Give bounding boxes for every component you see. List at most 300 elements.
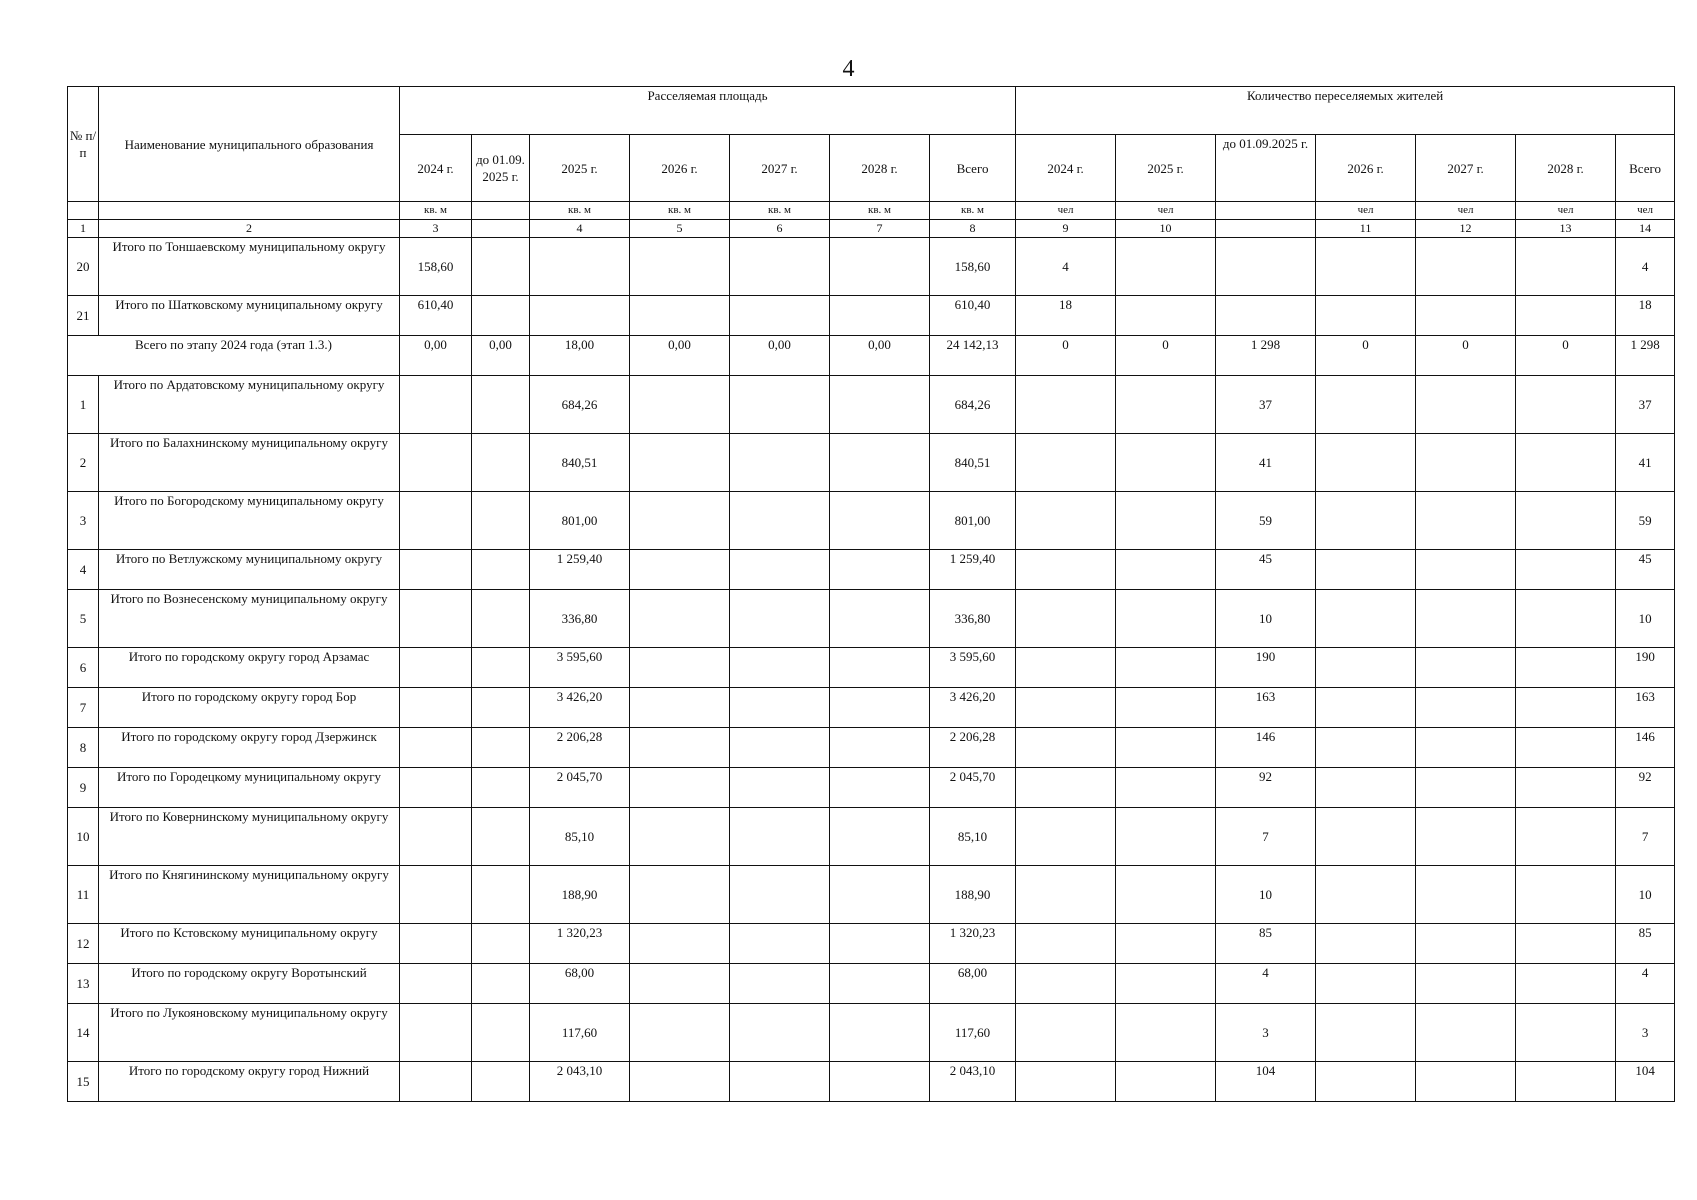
value-cell [830,296,930,336]
header-year-cell: 2026 г. [1316,135,1416,202]
value-cell [1016,924,1116,964]
value-cell [1016,688,1116,728]
value-cell: 10 [1616,866,1675,924]
value-cell [1316,866,1416,924]
table-row [68,866,1675,924]
total-value-cell: 0 [1316,336,1416,376]
value-cell [1516,590,1616,648]
value-cell [1116,1004,1216,1062]
header-year-cell: Всего [1616,135,1675,202]
value-cell: 68,00 [930,964,1016,1004]
header-year-cell: 2027 г. [730,135,830,202]
table-row [68,434,1675,492]
value-cell [400,964,472,1004]
value-cell: 163 [1216,688,1316,728]
value-cell: 801,00 [530,492,630,550]
value-cell [1316,296,1416,336]
value-cell [1416,492,1516,550]
row-name: Итого по Ардатовскому муниципальному округу [99,376,400,434]
value-cell [630,1004,730,1062]
unit-cell [472,202,530,220]
value-cell [472,866,530,924]
value-cell [400,728,472,768]
value-cell: 3 [1216,1004,1316,1062]
value-cell: 41 [1616,434,1675,492]
table-row [68,550,1675,590]
value-cell: 45 [1216,550,1316,590]
value-cell: 85,10 [930,808,1016,866]
value-cell: 158,60 [930,238,1016,296]
value-cell [1216,296,1316,336]
value-cell [630,648,730,688]
value-cell: 92 [1616,768,1675,808]
value-cell: 4 [1216,964,1316,1004]
row-number: 7 [68,688,99,728]
value-cell [1316,688,1416,728]
value-cell [472,376,530,434]
value-cell [1116,808,1216,866]
header-year-cell: 2025 г. [530,135,630,202]
total-value-cell: 0,00 [830,336,930,376]
row-number: 3 [68,492,99,550]
value-cell [830,590,930,648]
value-cell [1416,924,1516,964]
value-cell [1016,590,1116,648]
value-cell: 41 [1216,434,1316,492]
row-name: Итого по Ветлужскому муниципальному округу [99,550,400,590]
column-number-cell: 8 [930,220,1016,238]
value-cell [1516,808,1616,866]
value-cell [730,590,830,648]
column-number-cell: 3 [400,220,472,238]
value-cell [1516,550,1616,590]
row-name: Итого по городскому округу город Бор [99,688,400,728]
table-row [68,1004,1675,1062]
value-cell [1116,492,1216,550]
value-cell [472,964,530,1004]
total-value-cell: 0,00 [730,336,830,376]
value-cell [1516,434,1616,492]
value-cell [830,688,930,728]
value-cell: 1 259,40 [530,550,630,590]
table-row [68,296,1675,336]
value-cell [630,808,730,866]
value-cell [1016,434,1116,492]
value-cell [472,238,530,296]
units-blank [99,202,400,220]
value-cell [730,550,830,590]
value-cell: 2 045,70 [530,768,630,808]
row-number: 13 [68,964,99,1004]
value-cell: 610,40 [400,296,472,336]
row-number: 9 [68,768,99,808]
value-cell: 104 [1616,1062,1675,1102]
value-cell [1416,808,1516,866]
value-cell [1516,492,1616,550]
value-cell: 117,60 [930,1004,1016,1062]
column-number-cell: 10 [1116,220,1216,238]
value-cell [1116,434,1216,492]
value-cell [1516,768,1616,808]
unit-cell: кв. м [400,202,472,220]
table-row [68,376,1675,434]
value-cell [730,1062,830,1102]
value-cell: 1 320,23 [530,924,630,964]
value-cell [1016,376,1116,434]
row-name: Итого по Тоншаевскому муниципальному округу [99,238,400,296]
value-cell [830,808,930,866]
row-number: 14 [68,1004,99,1062]
value-cell: 163 [1616,688,1675,728]
row-number: 15 [68,1062,99,1102]
value-cell [1116,728,1216,768]
header-year-cell: 2028 г. [830,135,930,202]
value-cell [630,550,730,590]
value-cell [1516,1062,1616,1102]
row-name: Итого по городскому округу Воротынский [99,964,400,1004]
value-cell [530,238,630,296]
value-cell [1416,1004,1516,1062]
value-cell [1416,866,1516,924]
unit-cell: чел [1416,202,1516,220]
column-number-cell: 1 [68,220,99,238]
value-cell [1516,296,1616,336]
value-cell [830,434,930,492]
value-cell: 37 [1616,376,1675,434]
value-cell [1116,688,1216,728]
value-cell: 4 [1016,238,1116,296]
page-number: 4 [842,56,855,82]
value-cell [1416,550,1516,590]
value-cell [630,866,730,924]
value-cell [1516,1004,1616,1062]
value-cell: 68,00 [530,964,630,1004]
value-cell [1016,1062,1116,1102]
value-cell [1016,964,1116,1004]
value-cell: 3 595,60 [930,648,1016,688]
value-cell [730,492,830,550]
column-number-cell: 14 [1616,220,1675,238]
column-number-cell: 6 [730,220,830,238]
header-num: № п/п [68,87,99,202]
value-cell [830,648,930,688]
total-value-cell: 0,00 [472,336,530,376]
value-cell [400,434,472,492]
table-row [68,688,1675,728]
value-cell [830,964,930,1004]
value-cell [400,924,472,964]
value-cell: 336,80 [930,590,1016,648]
total-value-cell: 18,00 [530,336,630,376]
value-cell [1116,296,1216,336]
value-cell [1316,238,1416,296]
header-column-numbers-row [68,220,1675,238]
value-cell [1516,866,1616,924]
value-cell [1116,376,1216,434]
unit-cell: кв. м [830,202,930,220]
value-cell: 117,60 [530,1004,630,1062]
value-cell [1116,964,1216,1004]
value-cell [1416,964,1516,1004]
value-cell [630,728,730,768]
value-cell [472,768,530,808]
value-cell [400,866,472,924]
value-cell [730,434,830,492]
unit-cell: чел [1116,202,1216,220]
value-cell [1316,648,1416,688]
value-cell [1316,376,1416,434]
value-cell [830,768,930,808]
value-cell: 2 043,10 [930,1062,1016,1102]
value-cell [830,866,930,924]
value-cell [1316,1004,1416,1062]
header-year-cell: 2024 г. [1016,135,1116,202]
value-cell [1416,1062,1516,1102]
value-cell: 45 [1616,550,1675,590]
value-cell: 610,40 [930,296,1016,336]
unit-cell: кв. м [530,202,630,220]
table-row [68,808,1675,866]
row-name: Итого по Княгининскому муниципальному округу [99,866,400,924]
value-cell: 146 [1216,728,1316,768]
value-cell [1016,1004,1116,1062]
value-cell [630,964,730,1004]
value-cell [730,238,830,296]
table-row [68,590,1675,648]
total-value-cell: 0 [1516,336,1616,376]
row-number: 21 [68,296,99,336]
total-value-cell: 0 [1416,336,1516,376]
row-name: Итого по Балахнинскому муниципальному округу [99,434,400,492]
row-number: 2 [68,434,99,492]
table-row [68,1062,1675,1102]
value-cell [1116,768,1216,808]
value-cell: 2 206,28 [530,728,630,768]
value-cell [1516,964,1616,1004]
value-cell [1316,924,1416,964]
column-number-cell: 2 [99,220,400,238]
column-number-cell: 11 [1316,220,1416,238]
value-cell: 7 [1216,808,1316,866]
table-row [68,648,1675,688]
value-cell: 18 [1016,296,1116,336]
units-blank [68,202,99,220]
row-number: 4 [68,550,99,590]
value-cell [1316,964,1416,1004]
value-cell [730,648,830,688]
value-cell [1016,550,1116,590]
value-cell [1316,434,1416,492]
unit-cell: чел [1516,202,1616,220]
value-cell [1016,492,1116,550]
value-cell [830,550,930,590]
value-cell: 59 [1216,492,1316,550]
value-cell [730,924,830,964]
row-name: Итого по Лукояновскому муниципальному округу [99,1004,400,1062]
value-cell [472,296,530,336]
value-cell [1416,768,1516,808]
value-cell [1516,924,1616,964]
value-cell [830,1004,930,1062]
value-cell [1116,550,1216,590]
row-number: 8 [68,728,99,768]
value-cell: 85 [1216,924,1316,964]
value-cell: 10 [1616,590,1675,648]
total-value-cell: 0,00 [400,336,472,376]
value-cell [1416,728,1516,768]
row-name: Итого по Ковернинскому муниципальному округу [99,808,400,866]
value-cell [1116,648,1216,688]
value-cell [830,238,930,296]
value-cell [1016,808,1116,866]
value-cell: 158,60 [400,238,472,296]
value-cell [1116,924,1216,964]
column-number-cell: 13 [1516,220,1616,238]
value-cell: 1 259,40 [930,550,1016,590]
value-cell: 146 [1616,728,1675,768]
total-value-cell: 0 [1016,336,1116,376]
header-units-row [68,202,1675,220]
value-cell: 801,00 [930,492,1016,550]
value-cell: 4 [1616,238,1675,296]
row-name: Итого по Шатковскому муниципальному округу [99,296,400,336]
value-cell [1416,296,1516,336]
column-number-cell: 5 [630,220,730,238]
value-cell: 7 [1616,808,1675,866]
value-cell [1416,238,1516,296]
header-year-cell: 2027 г. [1416,135,1516,202]
value-cell [630,768,730,808]
unit-cell: кв. м [930,202,1016,220]
value-cell [472,924,530,964]
value-cell [730,296,830,336]
column-number-cell: 12 [1416,220,1516,238]
value-cell: 92 [1216,768,1316,808]
value-cell: 1 320,23 [930,924,1016,964]
unit-cell: чел [1016,202,1116,220]
table-row [68,768,1675,808]
value-cell: 190 [1216,648,1316,688]
value-cell: 85,10 [530,808,630,866]
value-cell: 2 206,28 [930,728,1016,768]
value-cell [1516,376,1616,434]
value-cell: 2 043,10 [530,1062,630,1102]
value-cell [472,1004,530,1062]
total-value-cell: 24 142,13 [930,336,1016,376]
value-cell [1316,768,1416,808]
resettlement-table [67,86,1675,1102]
row-name: Итого по городскому округу город Нижний [99,1062,400,1102]
value-cell [1016,866,1116,924]
row-name: Итого по городскому округу город Арзамас [99,648,400,688]
value-cell [1016,728,1116,768]
header-year-cell: 2024 г. [400,135,472,202]
row-number: 10 [68,808,99,866]
row-number: 5 [68,590,99,648]
header-people-group: Количество переселяемых жителей [1016,87,1675,135]
value-cell [472,590,530,648]
value-cell: 104 [1216,1062,1316,1102]
value-cell [630,296,730,336]
value-cell: 59 [1616,492,1675,550]
value-cell [1316,492,1416,550]
value-cell [472,648,530,688]
value-cell: 37 [1216,376,1316,434]
value-cell [1516,728,1616,768]
column-number-cell [1216,220,1316,238]
value-cell [730,376,830,434]
value-cell [472,688,530,728]
value-cell [630,492,730,550]
value-cell [730,1004,830,1062]
value-cell [630,590,730,648]
value-cell [400,492,472,550]
value-cell: 10 [1216,866,1316,924]
row-name: Итого по Кстовскому муниципальному округу [99,924,400,964]
header-year-cell: до 01.09. 2025 г. [472,135,530,202]
value-cell [400,808,472,866]
value-cell [400,648,472,688]
value-cell [630,688,730,728]
value-cell [400,590,472,648]
table-row [68,492,1675,550]
value-cell [472,550,530,590]
table-row [68,238,1675,296]
value-cell [830,924,930,964]
header-area-group: Расселяемая площадь [400,87,1016,135]
value-cell [400,550,472,590]
value-cell [730,808,830,866]
column-number-cell: 9 [1016,220,1116,238]
column-number-cell: 4 [530,220,630,238]
value-cell [630,434,730,492]
value-cell [530,296,630,336]
value-cell [472,728,530,768]
value-cell [1416,434,1516,492]
row-number: 1 [68,376,99,434]
total-row [68,336,1675,376]
unit-cell: кв. м [630,202,730,220]
value-cell [1416,688,1516,728]
value-cell [830,492,930,550]
header-name: Наименование муниципального образования [99,87,400,202]
value-cell [400,688,472,728]
value-cell [730,688,830,728]
value-cell [630,1062,730,1102]
row-number: 6 [68,648,99,688]
total-value-cell: 1 298 [1216,336,1316,376]
value-cell: 3 426,20 [530,688,630,728]
value-cell [400,376,472,434]
value-cell: 3 426,20 [930,688,1016,728]
value-cell [1516,648,1616,688]
value-cell [472,492,530,550]
value-cell [1416,590,1516,648]
header-year-cell: Всего [930,135,1016,202]
value-cell: 3 595,60 [530,648,630,688]
value-cell [400,1062,472,1102]
row-name: Итого по Богородскому муниципальному округу [99,492,400,550]
value-cell [1016,768,1116,808]
row-name: Итого по городскому округу город Дзержинск [99,728,400,768]
value-cell: 840,51 [530,434,630,492]
column-number-cell [472,220,530,238]
total-label: Всего по этапу 2024 года (этап 1.3.) [68,336,400,376]
header-year-cell: 2026 г. [630,135,730,202]
value-cell [630,376,730,434]
value-cell [400,1004,472,1062]
value-cell [1316,550,1416,590]
